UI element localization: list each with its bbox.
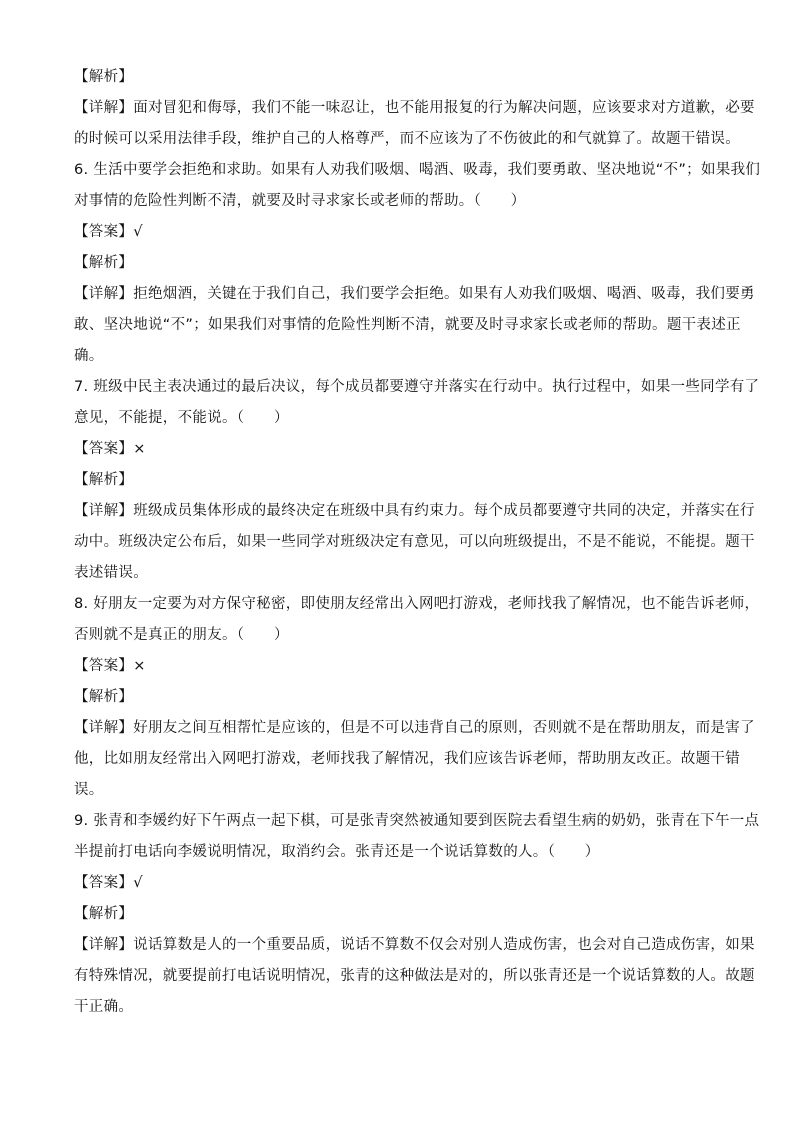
question-8-text: 否则就不是真正的朋友。（ ） xyxy=(74,627,289,643)
question-9-text: 9. 张青和李媛约好下午两点一起下棋，可是张青突然被通知要到医院去看望生病的奶奶，张青在下午一点 xyxy=(74,813,760,829)
question-6-text: 对事情的危险性判断不清，就要及时寻求家长或老师的帮助。（ ） xyxy=(74,193,526,209)
explanation-text: 表述错误。 xyxy=(74,565,148,581)
explanation-text: 动中。班级决定公布后，如果一些同学对班级决定有意见，可以向班级提出，不是不能说，不能提。题干 xyxy=(74,534,755,550)
analysis-label: 【解析】 xyxy=(74,689,134,705)
explanation-text: 【详解】班级成员集体形成的最终决定在班级中具有约束力。每个成员都要遵守共同的决定，并落实在行 xyxy=(74,503,755,519)
explanation-text: 【详解】拒绝烟酒，关键在于我们自己，我们要学会拒绝。如果有人劝我们吸烟、喝酒、吸毒，我们要勇 xyxy=(74,286,755,302)
explanation-text: 干正确。 xyxy=(74,999,134,1015)
question-7-text: 意见，不能提，不能说。（ ） xyxy=(74,410,289,426)
explanation-text: 【详解】面对冒犯和侮辱，我们不能一味忍让，也不能用报复的行为解决问题，应该要求对方道歉，必要 xyxy=(74,100,755,116)
question-8-text: 8. 好朋友一定要为对方保守秘密，即使朋友经常出入网吧打游戏，老师找我了解情况，也不能告诉老师， xyxy=(74,596,760,612)
analysis-label: 【解析】 xyxy=(74,69,134,85)
explanation-text: 他，比如朋友经常出入网吧打游戏，老师找我了解情况，我们应该告诉老师，帮助朋友改正。故题干错 xyxy=(74,751,740,767)
answer-label: 【答案】× xyxy=(74,441,146,457)
answer-label: 【答案】√ xyxy=(74,224,143,240)
explanation-text: 有特殊情况，就要提前打电话说明情况，张青的这种做法是对的，所以张青还是一个说话算数的人。故题 xyxy=(74,968,755,984)
explanation-text: 【详解】好朋友之间互相帮忙是应该的，但是不可以违背自己的原则，否则就不是在帮助朋友，而是害了 xyxy=(74,720,755,736)
explanation-text: 【详解】说话算数是人的一个重要品质，说话不算数不仅会对别人造成伤害，也会对自己造成伤害，如果 xyxy=(74,937,755,953)
question-7-text: 7. 班级中民主表决通过的最后决议，每个成员都要遵守并落实在行动中。执行过程中，如果一些同学有了 xyxy=(74,379,760,395)
question-9-text: 半提前打电话向李媛说明情况，取消约会。张青还是一个说话算数的人。（ ） xyxy=(74,844,600,860)
explanation-text: 确。 xyxy=(74,348,104,364)
explanation-text: 敢、坚决地说“不”；如果我们对事情的危险性判断不清，就要及时寻求家长或老师的帮助。题干表述正 xyxy=(74,317,741,333)
explanation-text: 的时候可以采用法律手段，维护自己的人格尊严，而不应该为了不伤彼此的和气就算了。故题干错误。 xyxy=(74,131,740,147)
answer-label: 【答案】√ xyxy=(74,875,143,891)
analysis-label: 【解析】 xyxy=(74,472,134,488)
document-page xyxy=(74,62,761,1023)
analysis-label: 【解析】 xyxy=(74,906,134,922)
explanation-text: 误。 xyxy=(74,782,104,798)
question-6-text: 6. 生活中要学会拒绝和求助。如果有人劝我们吸烟、喝酒、吸毒，我们要勇敢、坚决地说“不”；如果我们 xyxy=(74,162,761,178)
analysis-label: 【解析】 xyxy=(74,255,134,271)
answer-label: 【答案】× xyxy=(74,658,146,674)
